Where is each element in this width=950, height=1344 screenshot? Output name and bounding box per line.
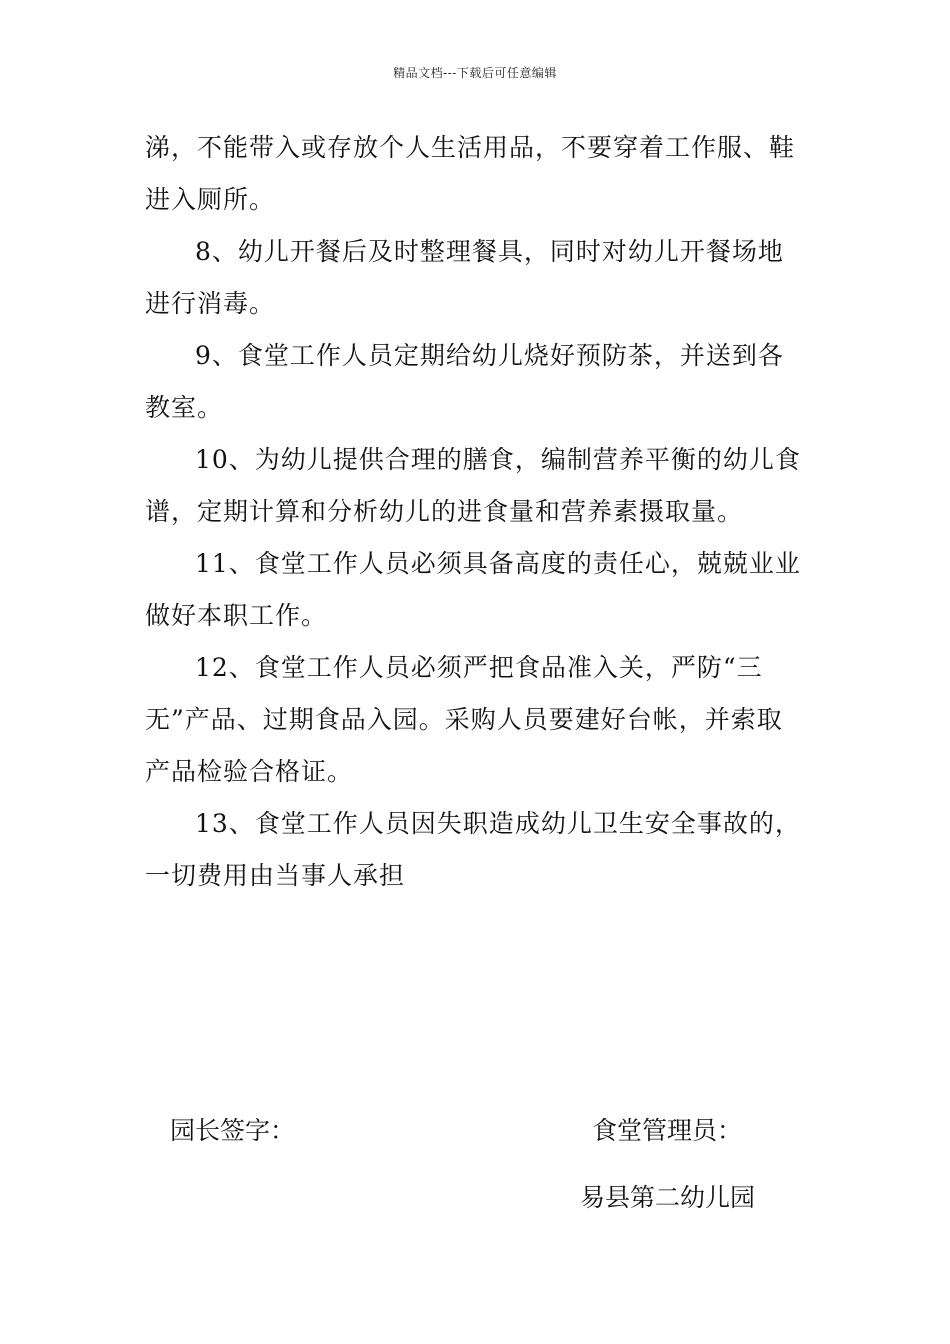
canteen-manager-label: 食堂管理员： <box>592 1116 743 1145</box>
rule-item-12: 12、食堂工作人员必须严把食品准入关，严防“三无”产品、过期食品入园。采购人员要建好台帐，并索取产品检验合格证。 <box>145 653 783 786</box>
rule-item-11: 11、食堂工作人员必须具备高度的责任心，兢兢业业做好本职工作。 <box>145 549 801 630</box>
rule-item-9: 9、食堂工作人员定期给幼儿烧好预防茶，并送到各教室。 <box>145 341 784 422</box>
document-body <box>145 122 805 902</box>
school-name: 易县第二幼儿园 <box>580 1183 756 1212</box>
rule-item-13: 13、食堂工作人员因失职造成幼儿卫生安全事故的，一切费用由当事人承担 <box>145 809 801 890</box>
principal-signature-label: 园长签字： <box>170 1116 296 1145</box>
page-header: 精品文档---下载后可任意编辑 <box>393 66 557 80</box>
paragraph-continuation: 涕，不能带入或存放个人生活用品，不要穿着工作服、鞋进入厕所。 <box>145 133 796 214</box>
rule-item-10: 10、为幼儿提供合理的膳食，编制营养平衡的幼儿食谱，定期计算和分析幼儿的进食量和营养素摄取量。 <box>145 445 801 526</box>
rule-item-8: 8、幼儿开餐后及时整理餐具，同时对幼儿开餐场地进行消毒。 <box>145 237 784 318</box>
